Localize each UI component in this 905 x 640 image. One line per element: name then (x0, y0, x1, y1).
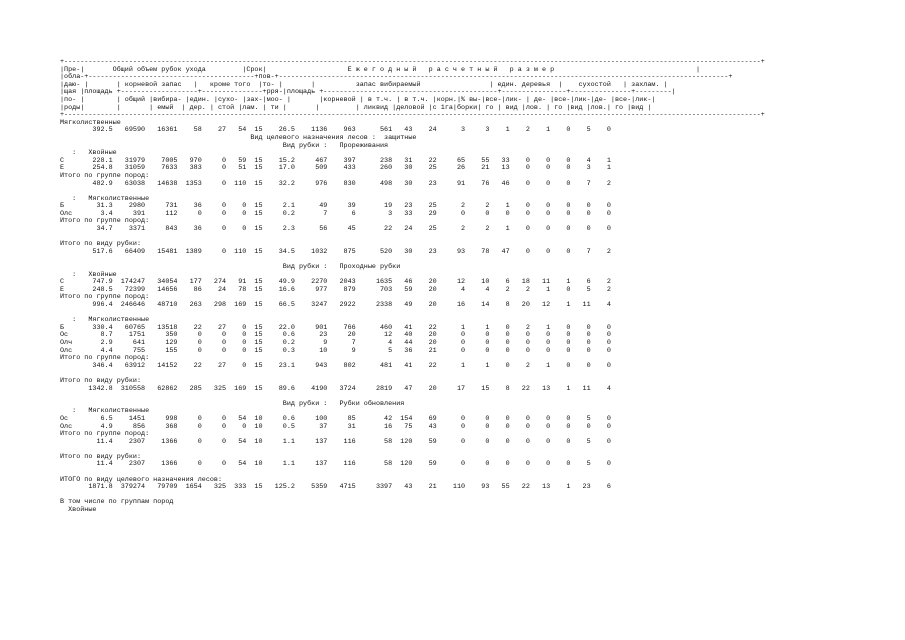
table-header-line: |по- | | общий |вибира- |един. |сухо- |зах-|моо- | |корневой | в т.ч. | в т.ч. |корн.|% вы-|все-|лик- | де- |все-|лик-|де- |все-|лик-| (60, 95, 656, 104)
report-line: 996.4 246646 48710 263 298 169 15 66.5 3247 2922 2338 49 20 16 14 8 20 12 1 11 4 (60, 301, 611, 309)
forest-harvest-report (60, 59, 765, 515)
report-line: Б 330.4 60765 13518 22 27 0 15 22.0 901 766 460 41 22 1 1 0 2 1 0 0 0 (60, 323, 611, 332)
section-heading: Вид рубки : Проходные рубки (60, 263, 401, 272)
report-line: Ос 8.7 1751 350 0 0 0 15 0.6 23 20 12 40 20 0 0 0 0 0 0 0 0 (60, 331, 611, 340)
report-line: В том числе по группам пород (60, 498, 174, 507)
report-line: Хвойные (60, 506, 97, 515)
report-line: Олс 4.4 755 155 0 0 0 15 0.3 10 9 5 36 21 0 0 0 0 0 0 0 0 (60, 346, 611, 355)
report-line: 346.4 63912 14152 22 27 0 15 23.1 943 802 481 41 22 1 1 0 2 1 0 0 0 (60, 361, 611, 370)
report-line: Олс 3.4 391 112 0 0 0 15 0.2 7 6 3 33 29 0 0 0 0 0 0 0 0 (60, 209, 611, 218)
section-heading: Вид рубки : Прореживания (60, 141, 389, 150)
report-line: С 228.1 31979 7005 970 0 59 15 15.2 467 397 238 31 22 65 55 33 0 0 0 4 1 (60, 156, 611, 165)
section-heading: Вид целевого назначения лесов : защитные (60, 133, 417, 142)
subtotal-label: Итого по виду рубки: (60, 452, 142, 461)
report-line: Б 31.3 2980 731 36 0 0 15 2.1 49 39 19 23 25 2 2 1 0 0 0 0 0 (60, 202, 611, 211)
report-line: С 747.9 174247 34054 177 274 91 15 49.9 2270 2043 1635 46 20 12 10 6 18 11 1 6 2 (60, 278, 611, 287)
report-line: 11.4 2307 1366 0 0 54 10 1.1 137 116 58 120 59 0 0 0 0 0 0 5 0 (60, 437, 611, 446)
table-header-line: |обла-+-----------------------------------------+пов-+---------------------------------------------------------------------------------------------------------------+ (60, 73, 733, 82)
report-line: Е 248.5 72399 14656 86 24 78 15 16.6 977 879 703 59 20 4 4 2 2 1 0 5 2 (60, 285, 611, 294)
subtotal-label: Итого по группе пород: (60, 171, 150, 180)
report-line: 1871.8 379274 79709 1654 325 333 15 125.2 5359 4715 3397 43 21 110 93 55 22 13 1 23 6 (60, 483, 611, 492)
report-line: : Хвойные (60, 270, 117, 279)
section-heading: Вид рубки : Рубки обновления (60, 399, 405, 408)
subtotal-label: Итого по группе пород: (60, 293, 150, 302)
report-line: Олч 2.9 641 129 0 0 0 15 0.2 9 7 4 44 20 0 0 0 0 0 0 0 0 (60, 338, 611, 347)
report-line: : Мягколиственные (60, 316, 150, 325)
report-line: 482.9 63038 14638 1353 0 110 15 32.2 976 830 498 30 23 91 76 46 0 0 0 7 2 (60, 179, 611, 188)
subtotal-label: Итого по группе пород: (60, 217, 150, 226)
table-header-line: |Пре-| Общий объем рубок ухода |Срок| Е ж е г о д н ы й р а с ч е т н ы й р а з м е р | (60, 65, 701, 74)
table-header-line: |даю- | | корневой запас | кроме того |то- | | запас вибираемый | един. деревья | сухостой | захлам. | (60, 80, 668, 89)
report-line: 392.5 69590 16361 58 27 54 15 26.5 1136 963 561 43 24 3 3 1 2 1 0 5 0 (60, 126, 611, 135)
table-header-line: |роды| | | емый | дер. | стой |лам. | ти | | | ликвид |деловой |с 1га|борки| го | вид |лов. | го |вид |лов.| го |вид | (60, 103, 652, 112)
subtotal-label: ИТОГО по виду целевого назначения лесов: (60, 475, 223, 484)
report-line: 11.4 2307 1366 0 0 54 10 1.1 137 116 58 120 59 0 0 0 0 0 0 5 0 (60, 460, 611, 469)
report-line: Олс 4.9 856 368 0 0 0 10 0.5 37 31 16 75 43 0 0 0 0 0 0 0 0 (60, 422, 611, 431)
report-line: : Мягколиственные (60, 194, 150, 203)
report-line: 517.6 66409 15481 1389 0 110 15 34.5 1032 875 520 30 23 93 78 47 0 0 0 7 2 (60, 247, 611, 256)
subtotal-label: Итого по виду рубки: (60, 240, 142, 249)
table-header-line: +----------------------------------------------------------------------------------------------------------------------------------------------------------------------------+ (60, 111, 765, 120)
report-line: : Хвойные (60, 149, 117, 158)
subtotal-label: Итого по группе пород: (60, 430, 150, 439)
report-line: Ос 6.5 1451 998 0 0 54 10 0.6 100 85 42 154 69 0 0 0 0 0 0 5 0 (60, 414, 611, 423)
report-line: Мягколиственные (60, 118, 121, 127)
table-header-line: +----------------------------------------------------------------------------------------------------------------------------------------------------------------------------+ (60, 58, 765, 66)
report-line: : Мягколиственные (60, 407, 150, 416)
subtotal-label: Итого по виду рубки: (60, 376, 142, 385)
report-line: Е 254.8 31059 7633 383 0 51 15 17.0 509 433 260 30 25 26 21 13 0 0 0 3 1 (60, 164, 611, 173)
subtotal-label: Итого по группе пород: (60, 354, 150, 363)
report-line: 34.7 3371 843 36 0 0 15 2.3 56 45 22 24 25 2 2 1 0 0 0 0 0 (60, 225, 611, 234)
report-line: 1342.8 310558 62862 285 325 169 15 89.6 4190 3724 2819 47 20 17 15 8 22 13 1 11 4 (60, 384, 611, 393)
table-header-line: |щая |площадь +-------------------+---------------+рря-|площадь +-------------------------------------------+----------------+---------------+---------| (60, 88, 676, 97)
